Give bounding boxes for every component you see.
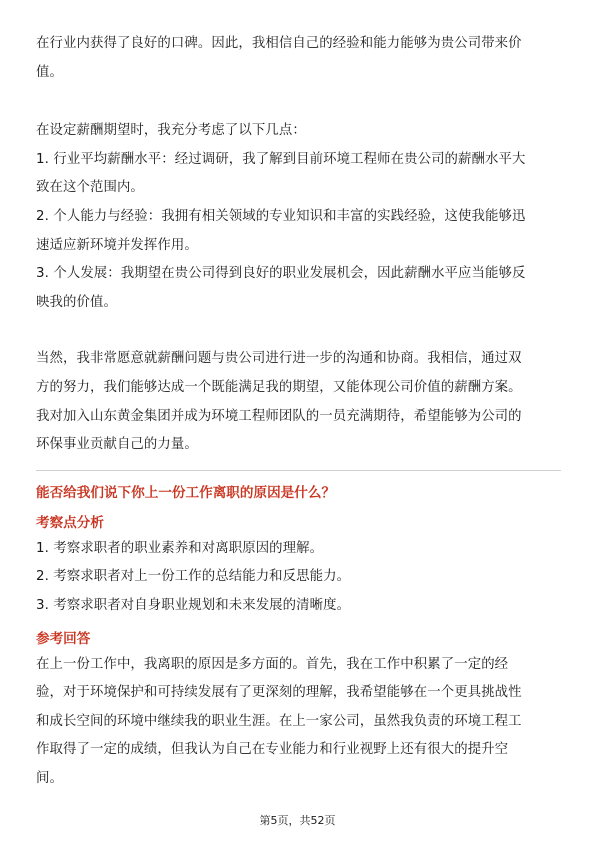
- interview-question: 能否给我们说下你上一份工作离职的原因是什么？: [36, 484, 336, 501]
- text-line: 和成长空间的环境中继续我的职业生涯。在上一家公司，虽然我负责的环境工程工: [36, 713, 522, 729]
- text-line: 验，对于环境保护和可持续发展有了更深刻的理解，我希望能够在一个更具挑战性: [36, 685, 522, 701]
- text-line: 致在这个范围内。: [36, 180, 144, 196]
- salary-point: [36, 260, 561, 317]
- spacer: [36, 317, 561, 345]
- page-number: 第5页，共52页: [259, 814, 336, 827]
- text-line: 在上一份工作中，我离职的原因是多方面的。首先，我在工作中积累了一定的经: [36, 656, 509, 672]
- text-line: 环保事业贡献自己的力量。: [36, 437, 198, 453]
- text-line: 值。: [36, 64, 63, 80]
- analysis-heading: 考察点分析: [36, 514, 104, 531]
- text-line: 3. 个人发展：我期望在贵公司得到良好的职业发展机会，因此薪酬水平应当能够反: [36, 266, 526, 282]
- salary-point: [36, 203, 561, 260]
- text-line: 间。: [36, 770, 63, 786]
- document-page: [36, 30, 561, 793]
- salary-lead: 在设定薪酬期望时，我充分考虑了以下几点：: [36, 123, 306, 139]
- text-line: 2. 个人能力与经验：我拥有相关领域的专业知识和丰富的实践经验，这使我能够迅: [36, 208, 526, 224]
- salary-point: [36, 146, 561, 203]
- spacer: [36, 87, 561, 117]
- section-divider: [36, 470, 561, 471]
- text-line: 速适应新环境并发挥作用。: [36, 237, 198, 253]
- text-line: 映我的价值。: [36, 294, 117, 310]
- text-line: 我对加入山东黄金集团并成为环境工程师团队的一员充满期待，希望能够为公司的: [36, 408, 522, 424]
- analysis-item: 2. 考察求职者对上一份工作的总结能力和反思能力。: [36, 569, 351, 585]
- text-line: 在行业内获得了良好的口碑。因此，我相信自己的经验和能力能够为贵公司带来价: [36, 36, 522, 51]
- text-line: 作取得了一定的成绩，但我认为自己在专业能力和行业视野上还有很大的提升空: [36, 742, 509, 758]
- text-line: 1. 行业平均薪酬水平：经过调研，我了解到目前环境工程师在贵公司的薪酬水平大: [36, 151, 526, 167]
- answer-heading: 参考回答: [36, 630, 91, 647]
- analysis-item: 3. 考察求职者对自身职业规划和未来发展的清晰度。: [36, 597, 351, 613]
- text-line: 方的努力，我们能够达成一个既能满足我的期望，又能体现公司价值的薪酬方案。: [36, 379, 522, 395]
- analysis-item: 1. 考察求职者的职业素养和对离职原因的理解。: [36, 540, 324, 556]
- closing-paragraph: [36, 345, 561, 459]
- text-line: 当然，我非常愿意就薪酬问题与贵公司进行进一步的沟通和协商。我相信，通过双: [36, 351, 522, 367]
- answer-paragraph: [36, 651, 561, 794]
- intro-paragraph: [36, 30, 561, 87]
